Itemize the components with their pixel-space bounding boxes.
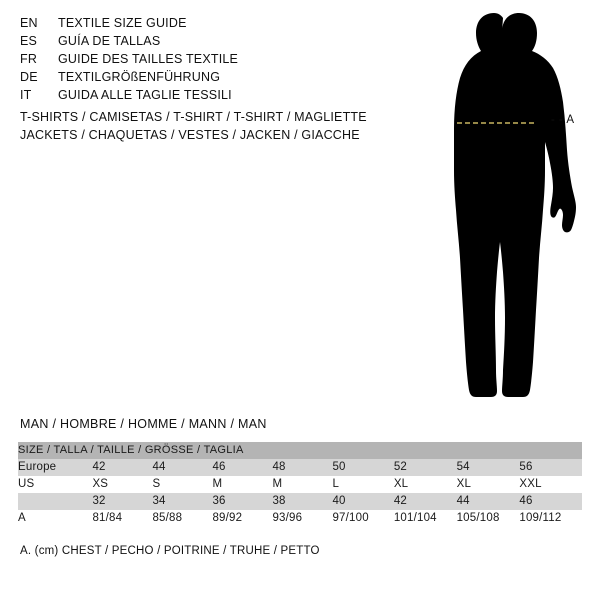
row-label: US [18, 476, 92, 493]
category-list [20, 110, 420, 146]
cell: 85/88 [152, 510, 212, 527]
language-code: FR [20, 52, 38, 66]
table-row [18, 459, 582, 476]
measure-label-a: - - A [551, 114, 575, 126]
cell: 46 [519, 493, 582, 510]
cell: 93/96 [272, 510, 332, 527]
language-label: GUÍA DE TALLAS [58, 34, 161, 48]
cell: 105/108 [457, 510, 520, 527]
language-list [20, 16, 350, 106]
cell: 44 [152, 459, 212, 476]
cell: XL [457, 476, 520, 493]
category-tshirts: T-SHIRTS / CAMISETAS / T-SHIRT / T-SHIRT / MAGLIETTE [20, 110, 367, 124]
cell: 50 [332, 459, 393, 476]
language-row [20, 52, 350, 70]
language-row [20, 16, 350, 34]
row-label [18, 493, 92, 510]
table-header-label: SIZE / TALLA / TAILLE / GRÖSSE / TAGLIA [18, 442, 582, 459]
cell: 44 [457, 493, 520, 510]
cell: 46 [212, 459, 272, 476]
cell: 109/112 [519, 510, 582, 527]
table-header-row [18, 442, 582, 459]
cell: 56 [519, 459, 582, 476]
row-label: Europe [18, 459, 92, 476]
size-table [18, 442, 582, 527]
cell: 36 [212, 493, 272, 510]
table-row [18, 476, 582, 493]
language-code: IT [20, 88, 32, 102]
cell: XS [92, 476, 152, 493]
cell: 52 [394, 459, 457, 476]
table-title: MAN / HOMBRE / HOMME / MANN / MAN [20, 417, 267, 431]
language-code: EN [20, 16, 38, 30]
language-row [20, 70, 350, 88]
cell: 38 [272, 493, 332, 510]
row-label: A [18, 510, 92, 527]
language-label: GUIDA ALLE TAGLIE TESSILI [58, 88, 232, 102]
cell: M [212, 476, 272, 493]
table-row [18, 493, 582, 510]
language-label: TEXTILGRÖßENFÜHRUNG [58, 70, 221, 84]
cell: XL [394, 476, 457, 493]
male-silhouette-figure [400, 10, 600, 405]
cell: 42 [92, 459, 152, 476]
category-jackets: JACKETS / CHAQUETAS / VESTES / JACKEN / GIACCHE [20, 128, 360, 142]
cell: 34 [152, 493, 212, 510]
language-code: DE [20, 70, 38, 84]
cell: 40 [332, 493, 393, 510]
cell: 89/92 [212, 510, 272, 527]
cell: 54 [457, 459, 520, 476]
cell: 48 [272, 459, 332, 476]
language-label: GUIDE DES TAILLES TEXTILE [58, 52, 239, 66]
footnote: A. (cm) CHEST / PECHO / POITRINE / TRUHE / PETTO [20, 545, 320, 557]
cell: 32 [92, 493, 152, 510]
language-row [20, 88, 350, 106]
silhouette-icon [400, 10, 600, 405]
language-code: ES [20, 34, 38, 48]
cell: 42 [394, 493, 457, 510]
cell: 81/84 [92, 510, 152, 527]
cell: S [152, 476, 212, 493]
language-label: TEXTILE SIZE GUIDE [58, 16, 187, 30]
table-row [18, 510, 582, 527]
cell: 101/104 [394, 510, 457, 527]
language-row [20, 34, 350, 52]
cell: XXL [519, 476, 582, 493]
cell: M [272, 476, 332, 493]
cell: 97/100 [332, 510, 393, 527]
cell: L [332, 476, 393, 493]
